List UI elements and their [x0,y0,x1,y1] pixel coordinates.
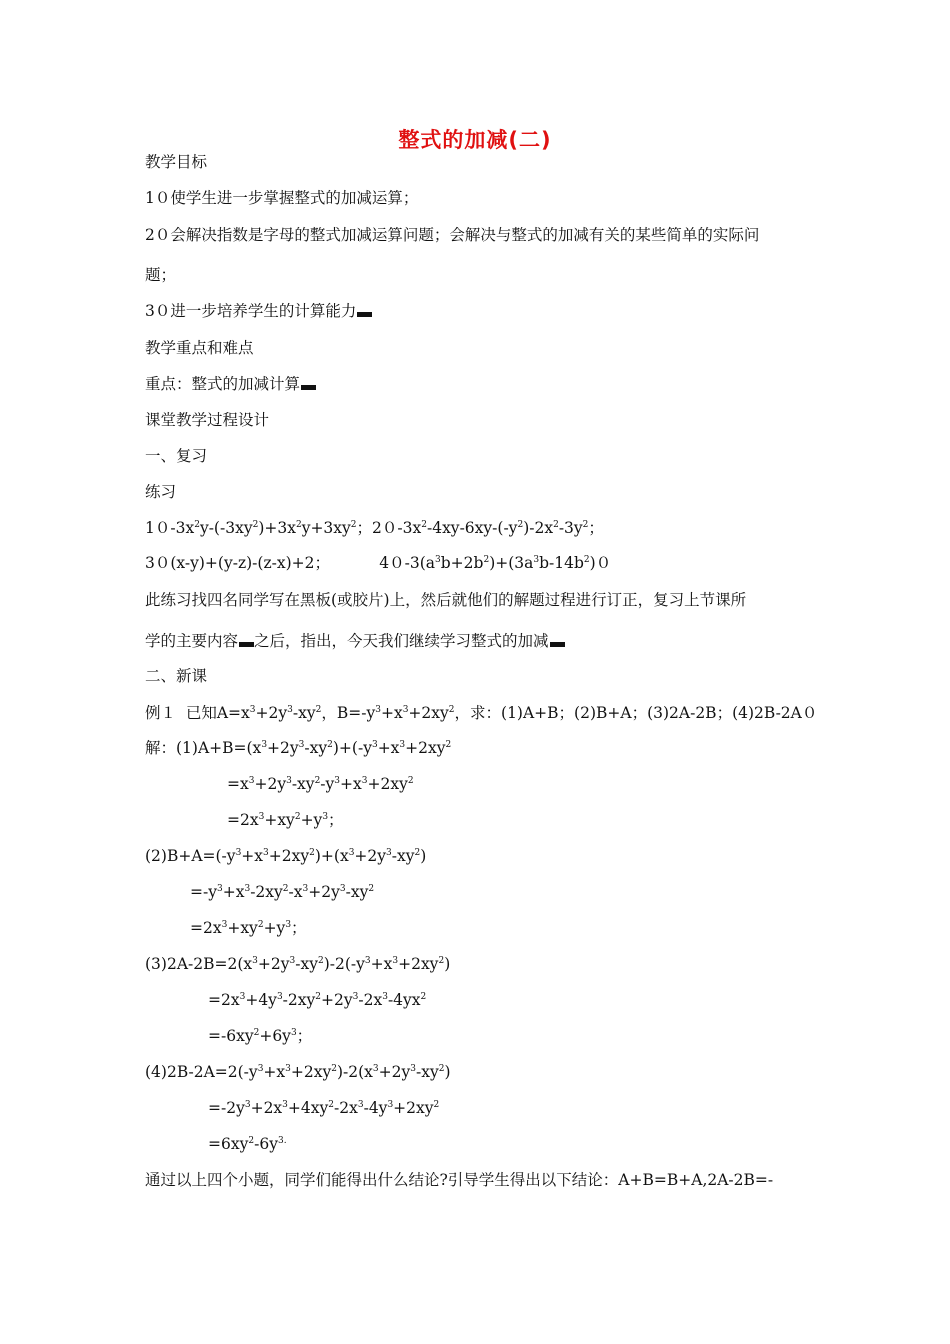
review-note-text-a: 学的主要内容 [145,632,239,650]
solution-2-line-1: $(2)B+A=(-y^3+x^3+2xy^2)+(x^3+2y^3-xy^2)$ [145,847,427,865]
review-note-line-2 [145,631,565,651]
goal-2-line-1: 2０会解决指数是字母的整式加减运算问题；会解决与整式的加减有关的某些简单的实际问 [145,226,760,244]
conclusion: 通过以上四个小题，同学们能得出什么结论?引导学生得出以下结论：A+B=B+A,2A-2B=- [145,1171,774,1189]
review-note-text-b: 之后，指出，今天我们继续学习整式的加减 [254,632,549,650]
document-title: 整式的加减(二) [398,128,552,152]
solution-3-line-3: $=-6xy^2+6y^3$； [208,1027,313,1045]
solution-4-line-1: $(4)2B-2A=2(-y^3+x^3+2xy^2)-2(x^3+2y^3-xy^2)$ [145,1063,451,1081]
goal-3 [145,301,372,321]
example-1: 例１ 已知$A=x^3+2y^3-xy^2$，$B=-y^3+x^3+2xy^2$，求：(1)A+B；(2)B+A；(3)2A-2B；(4)2B-2A０ [145,704,818,722]
period-mark [301,385,316,390]
goals-heading: 教学目标 [145,153,208,171]
period-mark [239,642,254,647]
period-mark [357,312,372,317]
solution-4-line-2: $=-2y^3+2x^3+4xy^2-2x^3-4y^3+2xy^2$ [208,1099,440,1117]
practice-line-2: 3０(x-y)+(y-z)-(z-x)+2； $40-3(a^3b+2b^2)+(3a^3b-14b^2)0$ [145,554,612,572]
period-mark [550,642,565,647]
practice-heading: 练习 [145,483,177,501]
solution-3-line-2: $=2x^3+4y^3-2xy^2+2y^3-2x^3-4yx^2$ [208,991,427,1009]
solution-4-line-3: $=6xy^2-6y^{3.}$ [208,1135,287,1153]
goal-2-line-2: 题； [145,266,177,284]
process-heading: 课堂教学过程设计 [145,411,270,429]
key-heading: 教学重点和难点 [145,339,254,357]
review-heading: 一、复习 [145,447,208,465]
key-point [145,374,316,394]
solution-1-line-2: $=x^3+2y^3-xy^2-y^3+x^3+2xy^2$ [227,775,414,793]
solution-1-line-1: 解：$(1)A+B=(x^3+2y^3-xy^2)+(-y^3+x^3+2xy^2$ [145,739,452,757]
solution-1-line-3: $=2x^3+xy^2+y^3$； [227,811,344,829]
solution-3-line-1: $(3)2A-2B=2(x^3+2y^3-xy^2)-2(-y^3+x^3+2xy^2)$ [145,955,451,973]
goal-3-text: 3０进一步培养学生的计算能力 [145,302,357,320]
practice-line-1: $10-3x^2y-(-3xy^2)+3x^2y+3xy^2$；$20-3x^2-4xy-6xy-(-y^2)-2x^2-3y^2$； [145,519,604,537]
goal-1: 1０使学生进一步掌握整式的加减运算； [145,189,419,207]
solution-2-line-3: $=2x^3+xy^2+y^3$； [190,919,307,937]
review-note-line-1: 此练习找四名同学写在黑板(或胶片)上，然后就他们的解题过程进行订正，复习上节课所 [145,591,747,609]
new-heading: 二、新课 [145,667,208,685]
solution-2-line-2: $=-y^3+x^3-2xy^2-x^3+2y^3-xy^2$ [190,883,375,901]
key-point-text: 重点：整式的加减计算 [145,375,301,393]
